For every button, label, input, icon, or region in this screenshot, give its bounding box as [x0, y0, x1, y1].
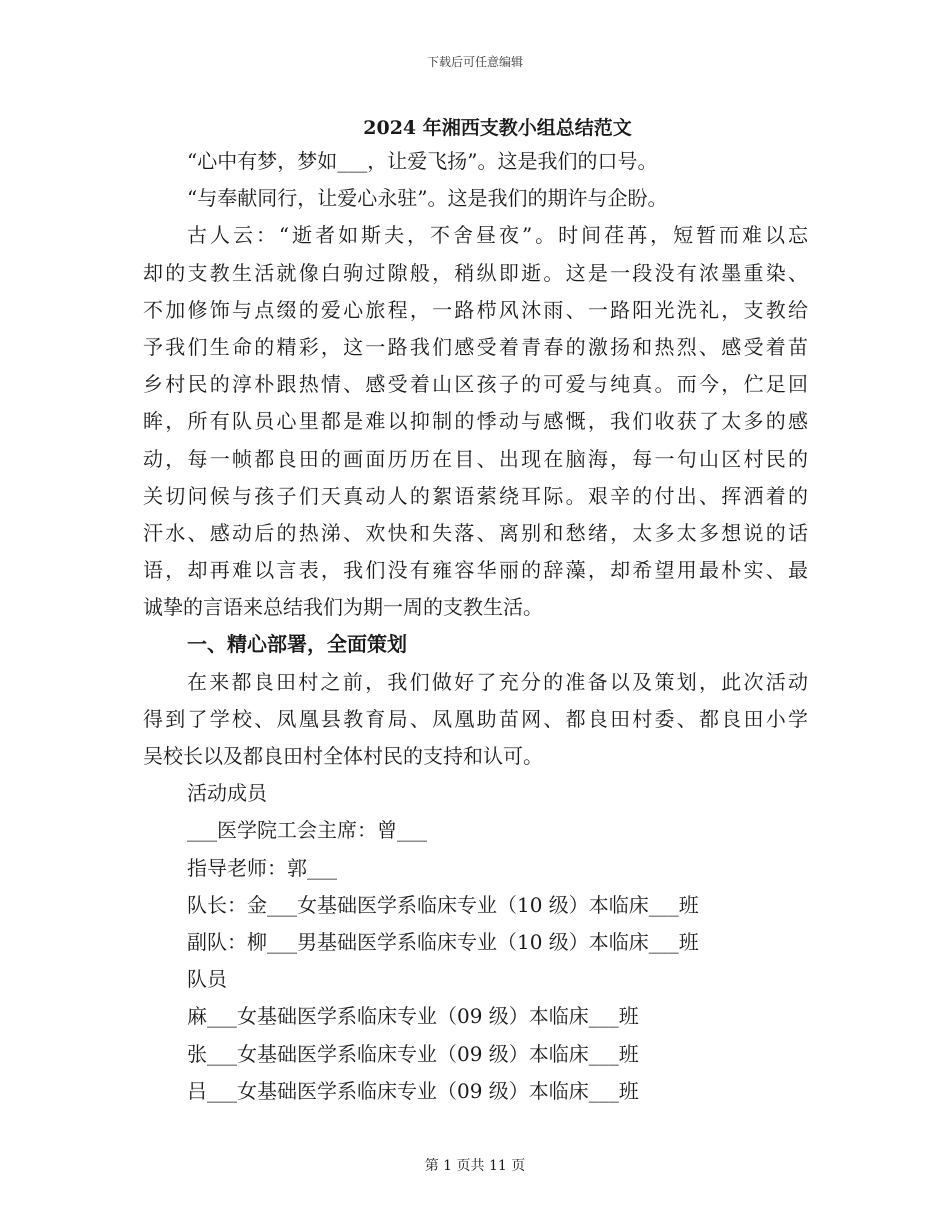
members-list [143, 775, 808, 1110]
paragraph-line: 汗水、感动后的热涕、欢快和失落、离别和愁绪，太多太多想说的话 [143, 520, 808, 545]
member-advisor: 指导老师：郭___ [187, 855, 337, 880]
member-vice-leader: 副队：柳___男基础医学系临床专业（10 级）本临床___班 [187, 929, 699, 954]
intro-paragraph [143, 217, 808, 626]
paragraph-line: 予我们生命的精彩，这一路我们感受着青春的激扬和热烈、感受着苗 [143, 334, 808, 359]
paragraph-line: 古人云：“逝者如斯夫，不舍昼夜”。时间荏苒，短暂而难以忘 [187, 223, 808, 248]
page-number-footer: 第 1 页共 11 页 [424, 1158, 526, 1174]
slogan-line: “与奉献同行，让爱心永驻”。这是我们的期许与企盼。 [187, 186, 668, 211]
team-member: 张___女基础医学系临床专业（09 级）本临床___班 [187, 1041, 639, 1066]
paragraph-line: 吴校长以及都良田村全体村民的支持和认可。 [143, 744, 543, 768]
paragraph-line: 诚挚的言语来总结我们为期一周的支教生活。 [143, 595, 543, 620]
member-leader: 队长：金___女基础医学系临床专业（10 级）本临床___班 [187, 892, 699, 917]
paragraph-line: 却的支教生活就像白驹过隙般，稍纵即逝。这是一段没有浓墨重染、 [143, 260, 808, 285]
paragraph-line: 在来都良田村之前，我们做好了充分的准备以及策划，此次活动 [187, 669, 808, 694]
members-heading: 活动成员 [187, 781, 267, 806]
section-paragraph [143, 664, 808, 776]
paragraph-line: 语，却再难以言表，我们没有雍容华丽的辞藻，却希望用最朴实、最 [143, 558, 808, 583]
team-member: 麻___女基础医学系临床专业（09 级）本临床___班 [187, 1004, 639, 1029]
paragraph-line: 眸，所有队员心里都是难以抑制的悸动与感慨，我们收获了太多的感 [143, 409, 808, 434]
paragraph-line: 不加修饰与点缀的爱心旅程，一路栉风沐雨、一路阳光洗礼，支教给 [143, 297, 808, 322]
team-member: 吕___女基础医学系临床专业（09 级）本临床___班 [187, 1078, 639, 1103]
member-union-chair: ___医学院工会主席：曾___ [187, 818, 427, 843]
paragraph-line: 乡村民的淳朴跟热情、感受着山区孩子的可爱与纯真。而今，伫足回 [143, 372, 808, 397]
document-body [143, 143, 808, 1110]
document-title: 2024 年湘西支教小组总结范文 [363, 117, 632, 139]
page-header-note: 下载后可任意编辑 [426, 55, 523, 69]
paragraph-line: 关切问候与孩子们天真动人的絮语萦绕耳际。艰辛的付出、挥洒着的 [143, 483, 808, 508]
paragraph-line: 得到了学校、凤凰县教育局、凤凰助苗网、都良田村委、都良田小学 [143, 706, 808, 731]
section-heading: 一、精心部署，全面策划 [187, 632, 407, 657]
slogan-line: “心中有梦，梦如___，让爱飞扬”。这是我们的口号。 [187, 149, 658, 173]
team-label: 队员 [187, 967, 227, 992]
paragraph-line: 动，每一帧都良田的画面历历在目、出现在脑海，每一句山区村民的 [143, 446, 808, 471]
